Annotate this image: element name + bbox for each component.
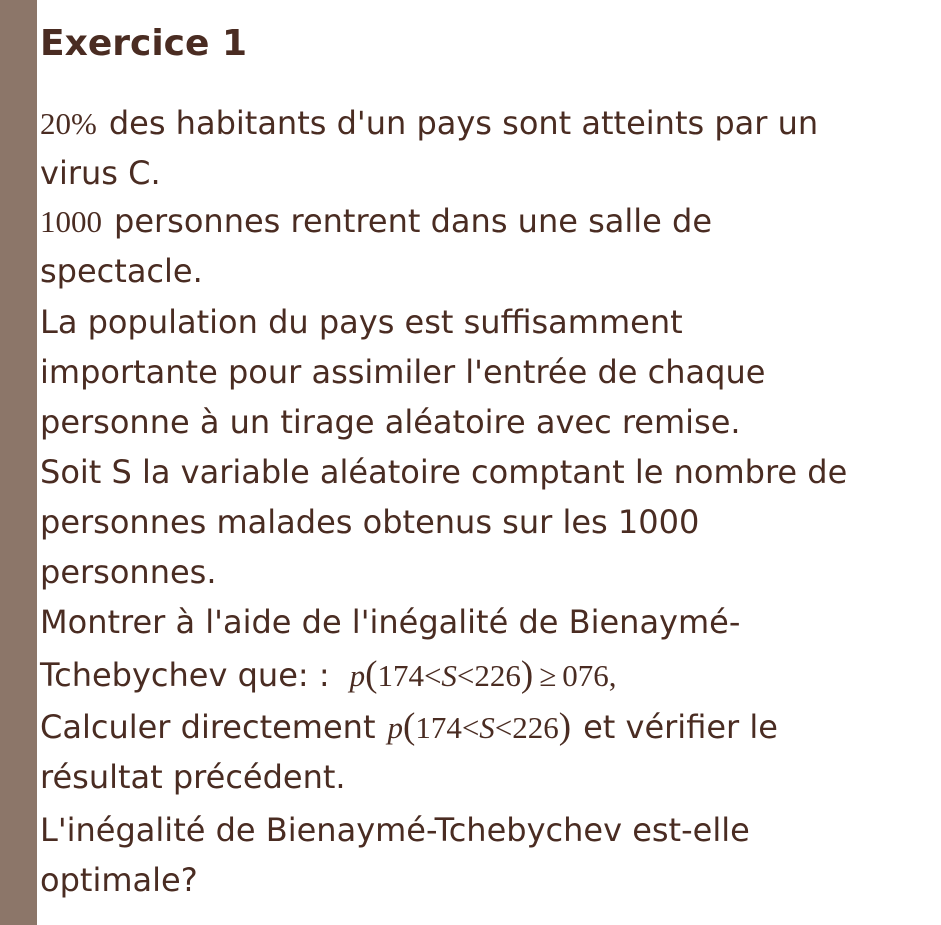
- math-less-than: <: [494, 710, 513, 745]
- probability-inequality: [349, 654, 617, 695]
- line-13-text-before: Calculer directement: [40, 708, 376, 746]
- line-13-text-after: et vérifier le: [583, 708, 778, 746]
- line-1-text: des habitants d'un pays sont atteints par un: [108, 104, 819, 142]
- math-population-size: 1000: [40, 204, 102, 239]
- math-percentage: 20%: [40, 106, 97, 141]
- math-less-than: <: [461, 710, 480, 745]
- math-close-paren: ): [520, 654, 534, 695]
- exercise-title: Exercice 1: [40, 23, 247, 64]
- math-lower-bound: 174: [377, 658, 424, 693]
- line-12-text: Tchebychev que: :: [40, 656, 330, 694]
- math-bound-value: 076,: [562, 658, 617, 693]
- exercise-line-16: optimale?: [40, 861, 198, 899]
- math-variable-s: S: [441, 658, 457, 693]
- line-3-text: personnes rentrent dans une salle de: [114, 202, 712, 240]
- exercise-line-13: [40, 702, 778, 753]
- exercise-line-2: virus C.: [40, 154, 161, 192]
- exercise-line-7: personne à un tirage aléatoire avec remise.: [40, 403, 741, 441]
- probability-expression: [387, 706, 572, 747]
- math-p: p: [349, 658, 366, 693]
- exercise-line-5: La population du pays est suffisamment: [40, 303, 683, 341]
- math-open-paren: (: [402, 706, 416, 747]
- exercise-line-1: [40, 98, 818, 149]
- exercise-line-15: L'inégalité de Bienaymé-Tchebychev est-elle: [40, 811, 750, 849]
- left-margin-bar: [0, 0, 37, 925]
- math-less-than: <: [423, 658, 442, 693]
- exercise-line-4: spectacle.: [40, 252, 203, 290]
- exercise-line-8: Soit S la variable aléatoire comptant le nombre de: [40, 453, 848, 491]
- math-upper-bound: 226: [474, 658, 521, 693]
- math-close-paren: ): [558, 706, 572, 747]
- math-lower-bound: 174: [415, 710, 462, 745]
- exercise-line-14: résultat précédent.: [40, 758, 346, 796]
- exercise-line-3: [40, 196, 712, 247]
- exercise-line-6: importante pour assimiler l'entrée de chaque: [40, 353, 766, 391]
- math-open-paren: (: [365, 654, 378, 695]
- math-greater-equal: ≥: [539, 658, 557, 693]
- exercise-line-12: [40, 650, 617, 701]
- exercise-line-11: Montrer à l'aide de l'inégalité de Bienaymé-: [40, 603, 741, 641]
- math-p: p: [387, 710, 403, 745]
- math-upper-bound: 226: [512, 710, 559, 745]
- exercise-line-9: personnes malades obtenus sur les 1000: [40, 503, 700, 541]
- math-variable-s: S: [479, 710, 495, 745]
- math-less-than: <: [456, 658, 475, 693]
- exercise-line-10: personnes.: [40, 553, 217, 591]
